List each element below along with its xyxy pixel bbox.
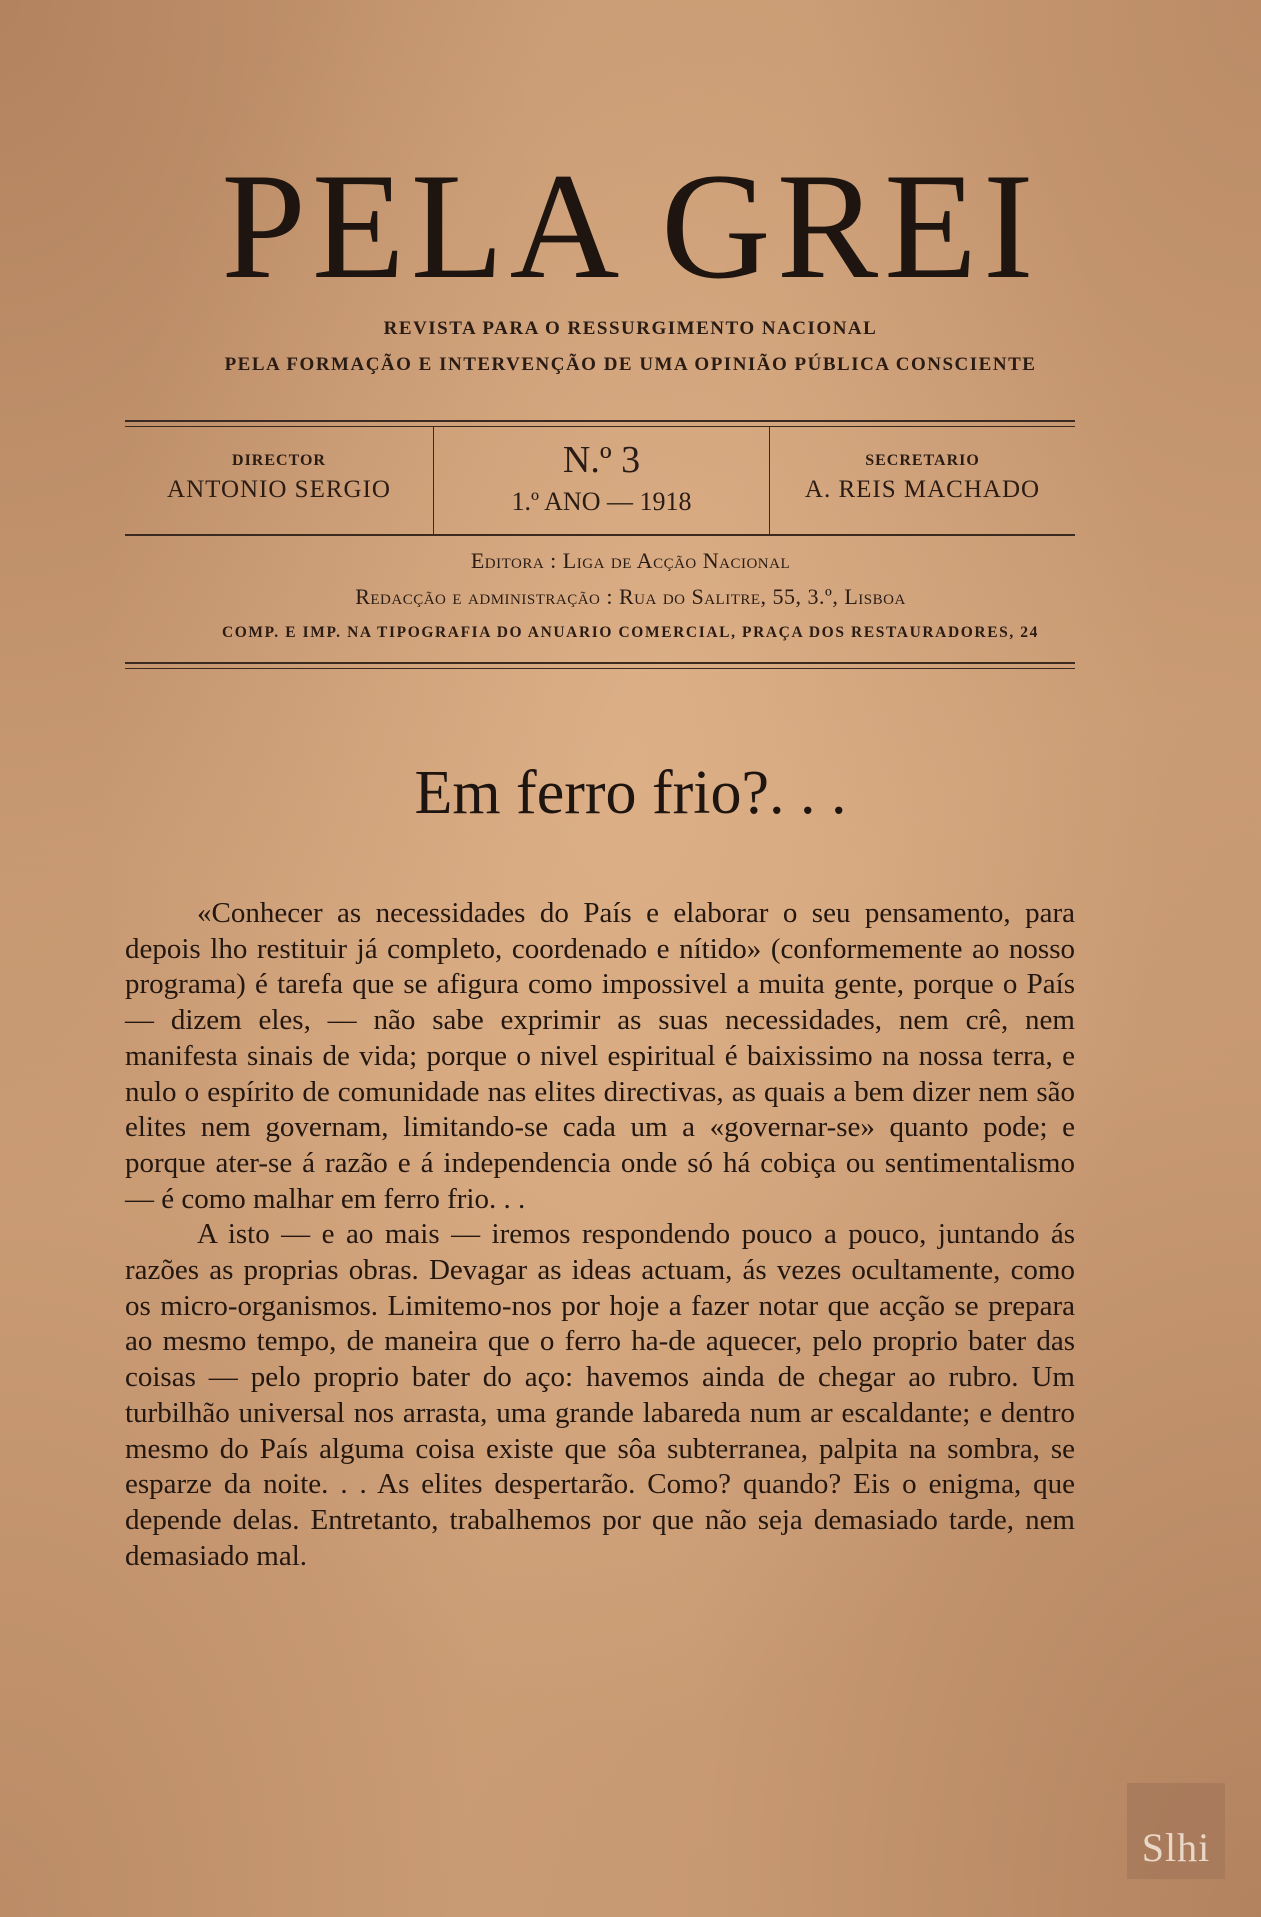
middle-rule [125,534,1075,536]
library-logo [1127,1783,1225,1879]
library-logo-text: Slhi [1141,1825,1211,1870]
top-rule [125,420,1075,427]
secretary-label: SECRETARIO [865,452,980,469]
masthead-subtitle-2: PELA FORMAÇÃO E INTERVENÇÃO DE UMA OPINIÃO PÚBLICA CONSCIENTE [224,354,1037,375]
editora-line: Editora : Liga de Acção Nacional [470,548,791,573]
article-paragraph: A isto — e ao mais — iremos respondendo pouco a pouco, juntando ás razões as proprias obras. Devagar as ideas actuam, ás vezes ocultamente, como os micro-organismos. Limitemo-nos por hoje a fazer notar que acção se prepara ao mesmo tempo, de maneira que o ferro ha-de aquecer, pelo proprio bater das coisas — pelo proprio bater do aço: havemos ainda de chegar ao rubro. Um turbilhão universal nos arrasta, uma grande labareda num ar escaldante; e dentro mesmo do País alguma coisa existe que sôa subterranea, palpita na sombra, se esparze da noite. . . As elites despertarão. Como? quando? Eis o enigma, que depende delas. Entretanto, trabalhemos por que não seja demasiado tarde, nem demasiado mal. [125,1218,1075,1572]
issue-number: N.º 3 [562,439,641,481]
issue-year: 1.º ANO — 1918 [511,487,692,516]
secretary-block [770,452,1075,504]
director-label: DIRECTOR [232,452,326,469]
article-body [125,896,1075,1574]
redaccao-line: Redacção e administração : Rua do Salitre, 55, 3.º, Lisboa [355,584,906,609]
director-block [125,452,433,504]
article-title: Em ferro frio?. . . [414,759,847,827]
secretary-name: A. REIS MACHADO [804,476,1041,503]
issue-block [434,441,769,517]
bottom-rule [125,662,1075,669]
masthead-subtitle-1: REVISTA PARA O RESSURGIMENTO NACIONAL [383,318,878,339]
article-paragraph: «Conhecer as necessidades do País e elaborar o seu pensamento, para depois lho restituir já completo, coordenado e nítido» (conformemente ao nosso programa) é tarefa que se afigura como impossivel a muita gente, porque o País — dizem eles, — não sabe exprimir as suas necessidades, nem crê, nem manifesta sinais de vida; porque o nivel espiritual é baixissimo na nossa terra, e nulo o espírito de comunidade nas elites directivas, as quais a bem dizer nem são elites nem governam, limitando-se cada um a «governar-se» quanto pode; e porque ater-se á razão e á independencia onde só há cobiça ou sentimentalismo — é como malhar em ferro frio. . . [125,897,1075,1215]
masthead-title: PELA GREI [221,142,1040,310]
composition-line: COMP. E IMP. NA TIPOGRAFIA DO ANUARIO COMERCIAL, PRAÇA DOS RESTAURADORES, 24 [221,624,1040,641]
director-name: ANTONIO SERGIO [167,476,391,503]
